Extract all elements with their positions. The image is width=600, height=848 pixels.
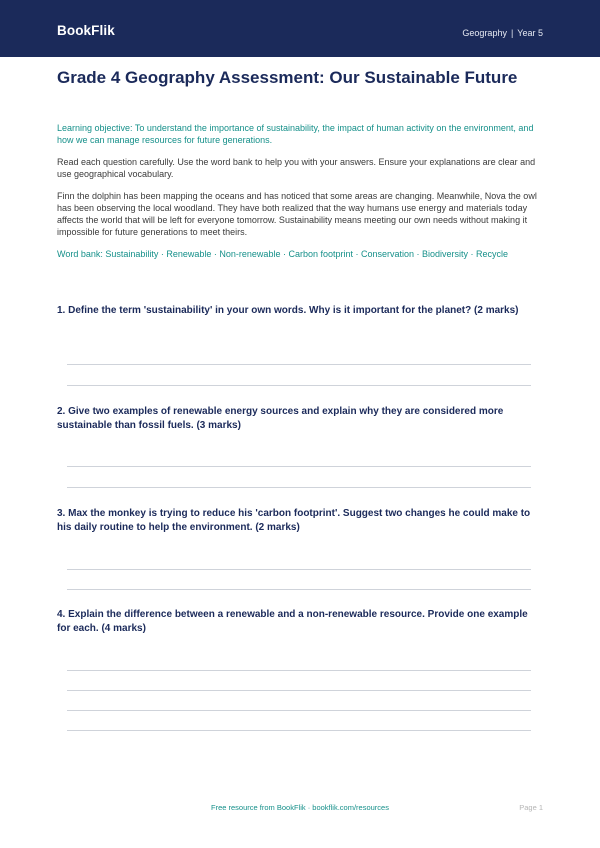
answer-line[interactable] bbox=[67, 710, 531, 711]
page-title: Grade 4 Geography Assessment: Our Sustainable Future bbox=[57, 68, 518, 87]
answer-line[interactable] bbox=[67, 385, 531, 386]
answer-line[interactable] bbox=[67, 364, 531, 365]
question-3: 3. Max the monkey is trying to reduce his 'carbon footprint'. Suggest two changes he could make to his daily routine to help the environment. (2 marks) bbox=[57, 508, 531, 533]
question-4: 4. Explain the difference between a renewable and a non-renewable resource. Provide one example for each. (4 marks) bbox=[57, 609, 528, 634]
brand-logo[interactable]: BookFlik bbox=[57, 23, 115, 38]
answer-line[interactable] bbox=[67, 466, 531, 467]
page-number: Page 1 bbox=[519, 803, 543, 812]
header-separator: | bbox=[510, 28, 514, 38]
intro-section bbox=[57, 122, 542, 260]
word-bank: Word bank: Sustainability · Renewable · Non-renewable · Carbon footprint · Conservation · Biodiversity · Recycle bbox=[57, 249, 509, 259]
answer-line[interactable] bbox=[67, 589, 531, 590]
header-meta bbox=[462, 28, 543, 38]
story-paragraph: Finn the dolphin has been mapping the oceans and has noticed that some areas are changing. Meanwhile, Nova the owl has been observing the local woodland. They have both realized that the way humans use energy and materials today affects the world that will be left for everyone tomorrow. Sustainability means meeting our own needs without making it impossible for future generations to meet theirs. bbox=[57, 191, 537, 237]
answer-line[interactable] bbox=[67, 690, 531, 691]
page-header bbox=[0, 0, 600, 57]
question-2: 2. Give two examples of renewable energy sources and explain why they are considered more sustainable than fossil fuels. (3 marks) bbox=[57, 406, 504, 431]
answer-line[interactable] bbox=[67, 730, 531, 731]
learning-objective: Learning objective: To understand the importance of sustainability, the impact of human activity on the environment, and how we can manage resources for future generations. bbox=[57, 123, 534, 145]
footer-link[interactable]: Free resource from BookFlik · bookflik.com/resources bbox=[211, 803, 389, 812]
answer-line[interactable] bbox=[67, 487, 531, 488]
subject-label: Geography bbox=[462, 28, 507, 38]
question-1: 1. Define the term 'sustainability' in your own words. Why is it important for the planet? (2 marks) bbox=[57, 305, 519, 316]
year-label: Year 5 bbox=[517, 28, 543, 38]
answer-line[interactable] bbox=[67, 569, 531, 570]
instructions: Read each question carefully. Use the word bank to help you with your answers. Ensure your explanations are clear and use geographical vocabulary. bbox=[57, 157, 536, 179]
answer-line[interactable] bbox=[67, 670, 531, 671]
